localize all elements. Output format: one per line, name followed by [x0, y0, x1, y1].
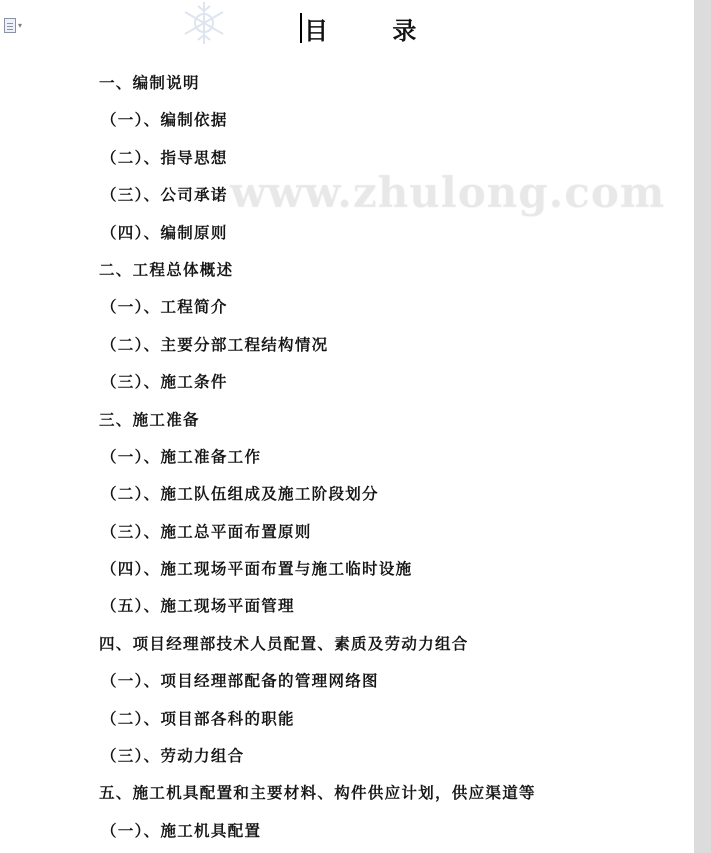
toc-heading[interactable]: 二、工程总体概述	[99, 259, 234, 279]
toc-subheading[interactable]: （一）、施工机具配置	[101, 820, 262, 840]
toc-subheading[interactable]: （一）、施工准备工作	[101, 446, 262, 466]
window-right-edge	[694, 0, 711, 853]
toc-subheading[interactable]: （三）、公司承诺	[101, 185, 228, 205]
page-title: 目 录	[304, 16, 445, 45]
watermark-text: www.zhulong.com	[230, 168, 666, 217]
dropdown-arrow-icon: ▾	[18, 20, 23, 30]
toc-heading[interactable]: 四、项目经理部技术人员配置、素质及劳动力组合	[99, 633, 469, 653]
document-menu-button[interactable]	[4, 16, 30, 34]
toc-heading[interactable]: 五、施工机具配置和主要材料、构件供应计划，供应渠道等	[99, 783, 536, 803]
toc-subheading[interactable]: （五）、施工现场平面管理	[101, 596, 295, 616]
toc-heading[interactable]: 一、编制说明	[99, 73, 200, 92]
toc-subheading[interactable]: （三）、劳动力组合	[101, 746, 245, 766]
toc-subheading[interactable]: （二）、项目部各科的职能	[101, 708, 295, 728]
toc-subheading[interactable]: （二）、施工队伍组成及施工阶段划分	[101, 484, 379, 504]
toc-subheading[interactable]: （三）、施工条件	[101, 372, 228, 392]
toc-subheading[interactable]: （一）、编制依据	[101, 110, 228, 130]
toc-subheading[interactable]: （四）、编制原则	[101, 222, 228, 242]
toc-subheading[interactable]: （二）、主要分部工程结构情况	[101, 334, 329, 354]
snowflake-logo-icon	[180, 0, 228, 46]
toc-subheading[interactable]: （三）、施工总平面布置原则	[101, 521, 312, 541]
toc-subheading[interactable]: （二）、指导思想	[101, 147, 228, 167]
toc-heading[interactable]: 三、施工准备	[99, 409, 200, 429]
text-cursor	[300, 13, 302, 43]
toc-subheading[interactable]: （四）、施工现场平面布置与施工临时设施	[101, 559, 413, 579]
toc-subheading[interactable]: （一）、项目经理部配备的管理网络图	[101, 671, 379, 691]
document-icon	[4, 18, 16, 33]
toc-subheading[interactable]: （一）、工程简介	[101, 297, 228, 317]
table-of-contents	[0, 64, 680, 849]
title-area	[300, 8, 444, 48]
